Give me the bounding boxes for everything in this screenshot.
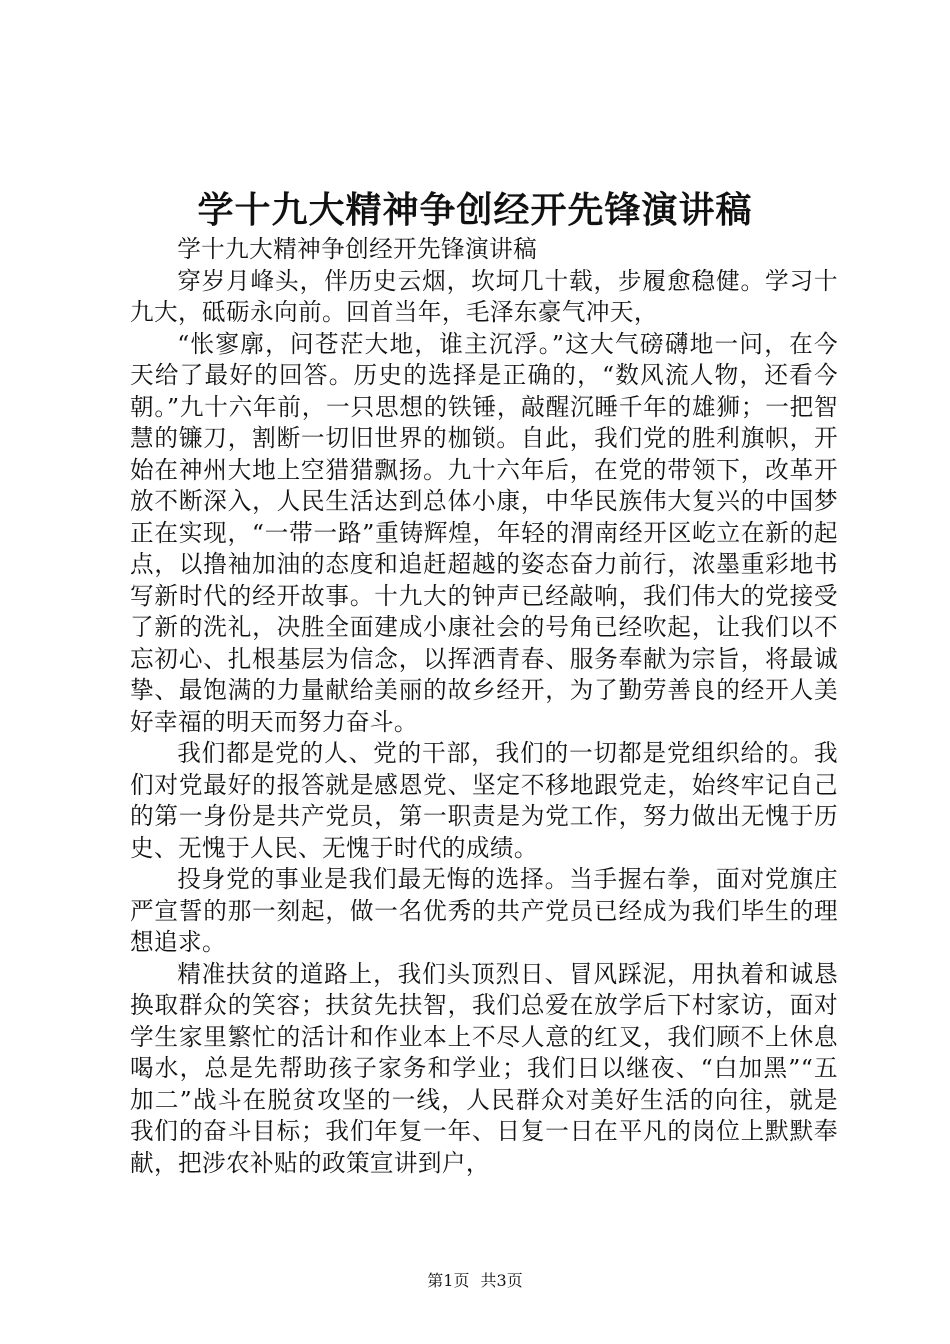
document-title: 学十九大精神争创经开先锋演讲稿 xyxy=(197,189,753,231)
page-footer xyxy=(0,1270,950,1292)
paragraph: 我们都是党的人、党的干部，我们的一切都是党组织给的。我们对党最好的报答就是感恩党、坚定不移地跟党走，始终牢记自己的第一身份是共产党员，第一职责是为党工作，努力做出无愧于历史、无愧于人民、无愧于时代的成绩。 xyxy=(130,739,838,862)
document-body xyxy=(130,234,838,1179)
page-number: 第1页 xyxy=(427,1271,470,1290)
paragraph: 投身党的事业是我们最无悔的选择。当手握右拳，面对党旗庄严宣誓的那一刻起，做一名优秀的共产党员已经成为我们毕生的理想追求。 xyxy=(130,865,838,956)
paragraph: 精准扶贫的道路上，我们头顶烈日、冒风踩泥，用执着和诚恳换取群众的笑容；扶贫先扶智，我们总爱在放学后下村家访，面对学生家里繁忙的活计和作业本上不尽人意的红叉，我们顾不上休息喝水，总是先帮助孩子家务和学业；我们日以继夜、“白加黑”“五加二”战斗在脱贫攻坚的一线，人民群众对美好生活的向往，就是我们的奋斗目标；我们年复一年、日复一日在平凡的岗位上默默奉献，把涉农补贴的政策宣讲到户， xyxy=(130,959,838,1177)
paragraph: 穿岁月峰头，伴历史云烟，坎坷几十载，步履愈稳健。学习十九大，砥砺永向前。回首当年，毛泽东豪气冲天， xyxy=(130,266,838,326)
page-total: 共3页 xyxy=(480,1271,523,1290)
paragraph: “怅寥廓，问苍茫大地，谁主沉浮。”这大气磅礴地一问，在今天给了最好的回答。历史的选择是正确的，“数风流人物，还看今朝。”九十六年前，一只思想的铁锤，敲醒沉睡千年的雄狮；一把智慧的镰刀，割断一切旧世界的枷锁。自此，我们党的胜利旗帜，开始在神州大地上空猎猎飘扬。九十六年后，在党的带领下，改革开放不断深入，人民生活达到总体小康，中华民族伟大复兴的中国梦正在实现，“一带一路”重铸辉煌，年轻的渭南经开区屹立在新的起点，以撸袖加油的态度和追赶超越的姿态奋力前行，浓墨重彩地书写新时代的经开故事。十九大的钟声已经敲响，我们伟大的党接受了新的洗礼，决胜全面建成小康社会的号角已经吹起，让我们以不忘初心、扎根基层为信念，以挥洒青春、服务奉献为宗旨，将最诚挚、最饱满的力量献给美丽的故乡经开，为了勤劳善良的经开人美好幸福的明天而努力奋斗。 xyxy=(130,329,838,736)
paragraph: 学十九大精神争创经开先锋演讲稿 xyxy=(177,235,538,263)
